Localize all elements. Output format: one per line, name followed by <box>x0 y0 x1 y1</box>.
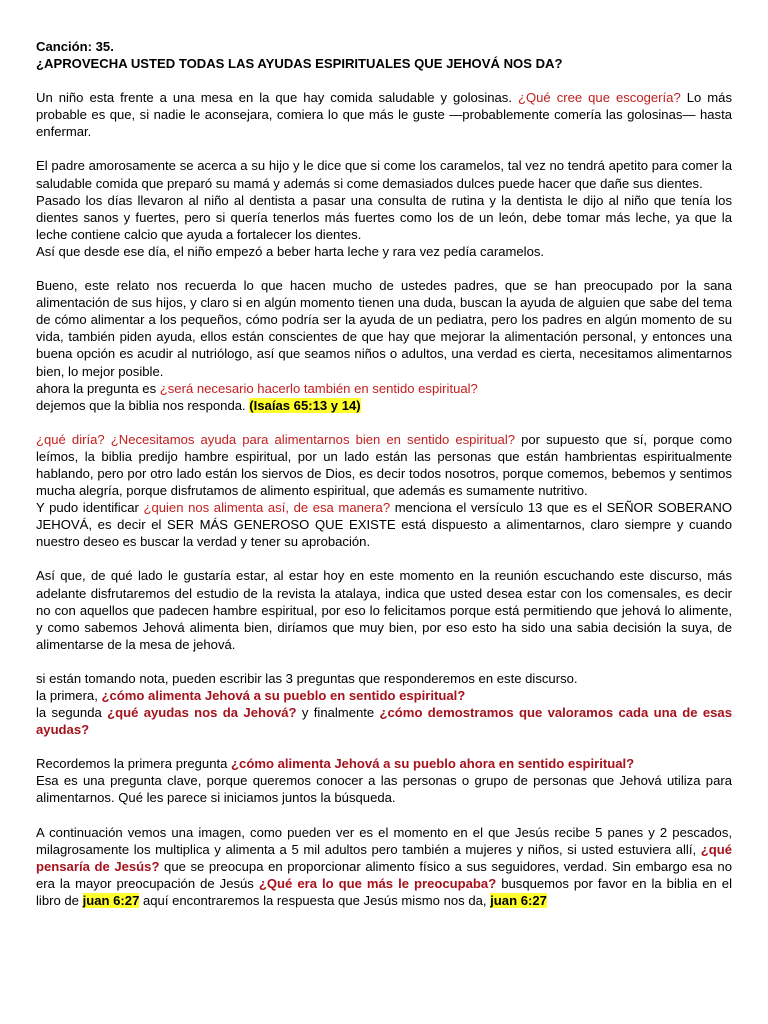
paragraph-spiritual-hunger <box>36 431 732 499</box>
paragraph-parents: Bueno, este relato nos recuerda lo que hacen mucho de ustedes padres, que se han preocupado por la sana alimentación de sus hijos, y claro si en algún momento tienen una duda, buscan la ayuda de alguien que sabe del tema de cómo alimentar a los pequeños, cómo podría ser la ayuda de un pediatra, pero los padres en algún momento de su vida, también piden ayuda, ellos están conscientes de que hay que mejorar la alimentación personal, y entonces una buena opción es acudir al nutriólogo, así que seamos niños o adultos, una verdad es cierta, necesitamos alimentarnos bien, lo mejor posible. <box>36 278 732 379</box>
scripture-reference: juan 6:27 <box>82 892 140 908</box>
question-text: ¿qué diría? ¿Necesitamos ayuda para alimentarnos bien en sentido espiritual? <box>36 431 516 447</box>
text-run: que se preocupa en proporcionar alimento físico a sus seguidores, verdad. Sin embargo esa no era la mayor preocupación de Jesús <box>36 858 732 891</box>
sermon-text <box>36 38 732 909</box>
text-run: por supuesto que sí, porque como leímos, la biblia predijo hambre espiritual, por un lado están las personas que están hambrientas espiritualmente hablando, pero por otro lado están los siervos de Dios, es decir todos nosotros, porque comemos, bebemos y sentimos mucha alegría, porque disfrutamos de alimento espiritual, que además es sumamente nutritivo. <box>36 431 732 499</box>
text-run: y finalmente <box>296 705 380 721</box>
text-run: A continuación vemos una imagen, como pueden ver es el momento en el que Jesús recibe 5 panes y 2 pescados, milagrosamente los multiplica y alimenta a 5 mil adultos pero también a mujeres y niños, si usted estuviera allí, <box>36 824 732 857</box>
paragraph-bible-reference <box>36 397 732 414</box>
paragraph-dentist: Pasado los días llevaron al niño al dentista a pasar una consulta de rutina y la dentista le dijo al niño que tenía los dientes sanos y fuertes, pero si quería tenerlos más fuertes como los de un león, debe tomar más leche, ya que la leche contiene calcio que ayuda a fortalecer los dientes. <box>36 192 732 242</box>
question-text: ¿cómo demostramos que valoramos cada una de esas ayudas? <box>36 705 732 738</box>
text-run: Y pudo identificar <box>36 500 144 516</box>
text-run: dejemos que la biblia nos responda. <box>36 397 250 413</box>
text-run: ahora la pregunta es <box>36 380 160 396</box>
paragraph-milk: Así que desde ese día, el niño empezó a beber harta leche y rara vez pedía caramelos. <box>36 243 545 259</box>
question-text: ¿quien nos alimenta así, de esa manera? <box>143 500 391 516</box>
paragraph-first-question <box>36 687 732 704</box>
paragraph-who-feeds <box>36 499 732 550</box>
text-run: Recordemos la primera pregunta <box>36 756 232 772</box>
text-run: Un niño esta frente a una mesa en la que hay comida saludable y golosinas. <box>36 90 518 106</box>
text-run: Lo más probable es que, si nadie le aconsejara, comiera lo que más le guste —probablemente comería las golosinas— hasta enfermar. <box>36 90 732 140</box>
paragraph-recall-question <box>36 755 732 772</box>
question-text: ¿cómo alimenta Jehová a su pueblo ahora en sentido espiritual? <box>231 756 635 772</box>
question-text: ¿será necesario hacerlo también en sentido espiritual? <box>159 380 478 396</box>
text-run: menciona el versículo 13 que es el SEÑOR SOBERANO JEHOVÁ, es decir el SER MÁS GENEROSO QUE EXISTE está dispuesto a alimentarnos, claro siempre y cuando nuestro deseo es buscar la verdad y tener su aprobación. <box>36 500 733 550</box>
question-text: ¿qué ayudas nos da Jehová? <box>107 705 297 721</box>
text-run: aquí encontraremos la respuesta que Jesús mismo nos da, <box>139 892 491 908</box>
question-text: ¿cómo alimenta Jehová a su pueblo en sentido espiritual? <box>101 688 466 703</box>
paragraph-father: El padre amorosamente se acerca a su hijo y le dice que si come los caramelos, tal vez no tendrá apetito para comer la saludable comida que preparó su mamá y además si come demasiados dulces puede hacer que dañe sus dientes. <box>36 158 732 191</box>
question-text: ¿Qué cree que escogería? <box>517 90 681 106</box>
paragraph-intro <box>36 89 732 140</box>
paragraph-which-side: Así que, de qué lado le gustaría estar, al estar hoy en este momento en la reunión escuchando este discurso, más adelante disfrutaremos del estudio de la revista la atalaya, indica que usted desea estar con los comensales, es decir no con aquellos que padecen hambre espiritual, por eso lo felicitamos porque está permitiendo que jehová lo alimente, y como sabemos Jehová alimenta bien, diríamos que muy bien, por eso esto ha sido una sabia decisión la suya, de alimentarse de la mesa de jehová. <box>36 568 732 652</box>
question-text: ¿qué pensaría de Jesús? <box>36 841 732 874</box>
song-number: Canción: 35. <box>36 39 114 54</box>
scripture-reference: (Isaías 65:13 y 14) <box>249 397 361 413</box>
paragraph-key-question: Esa es una pregunta clave, porque queremos conocer a las personas o grupo de personas que Jehová utiliza para alimentarnos. Qué les parece si iniciamos juntos la búsqueda. <box>36 773 732 806</box>
text-run: busquemos por favor en la biblia en el libro de <box>36 875 732 908</box>
paragraph-loaves-fishes <box>36 824 732 909</box>
paragraph-second-third-question <box>36 704 732 738</box>
document-title: ¿APROVECHA USTED TODAS LAS AYUDAS ESPIRITUALES QUE JEHOVÁ NOS DA? <box>36 56 563 72</box>
question-text: ¿Qué era lo que más le preocupaba? <box>258 875 497 891</box>
paragraph-take-notes: si están tomando nota, pueden escribir las 3 preguntas que responderemos en este discurso. <box>36 670 578 686</box>
scripture-reference: juan 6:27 <box>490 892 547 908</box>
text-run: la primera, <box>36 688 102 703</box>
text-run: la segunda <box>36 705 108 721</box>
paragraph-question-spiritual <box>36 380 732 397</box>
